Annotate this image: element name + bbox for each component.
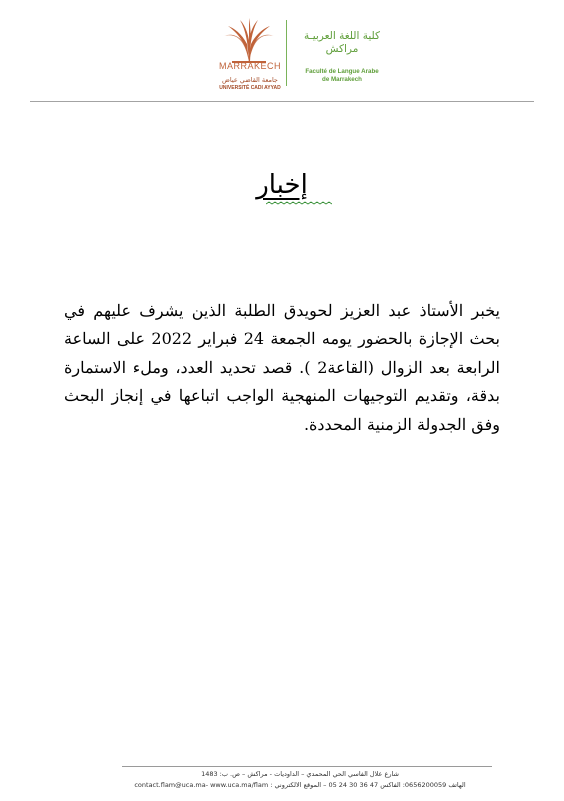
header-rule bbox=[30, 101, 534, 102]
faculty-fr-line2: de Marrakech bbox=[322, 76, 362, 83]
footer-contact: الهاتف 0656200059: الفاكس 47 36 30 24 05 – الموقع الالكتروني : contact.flam@uca.ma- www.uca.ma/flam bbox=[134, 781, 466, 789]
logo-university-ar: جامعة القاضي عياض bbox=[222, 76, 278, 84]
footer-address: شارع علال الفاسي الحي المحمدي – الداوديات - مراكش – ص. ب: 1483 bbox=[201, 770, 399, 778]
announcement-body: يخبر الأستاذ عبد العزيز لحويدق الطلبة الذين يشرف عليهم في بحث الإجازة بالحضور يومه الجمعة 24 فبراير 2022 على الساعة الرابعة بعد الزوال (القاعة2 ). قصد تحديد العدد، وملء الاستمارة بدقة، وتقديم التوجيهات المنهجية الواجب اتباعها في إنجاز البحث وفق الجدولة الزمنية المحددة. bbox=[64, 301, 501, 434]
palm-logo-icon bbox=[220, 18, 278, 64]
faculty-fr-line1: Faculté de Langue Arabe bbox=[305, 68, 379, 75]
page-title bbox=[0, 170, 564, 200]
letterhead bbox=[0, 14, 564, 104]
university-logo bbox=[218, 14, 282, 102]
logo-university-fr: UNIVERSITÉ CADI AYYAD bbox=[219, 85, 281, 91]
faculty-name-ar bbox=[292, 30, 392, 56]
faculty-ar-line2: مراكش bbox=[325, 43, 359, 55]
faculty-ar-line1: كلية اللغة العربيـة bbox=[303, 30, 380, 42]
title-text: إخبار bbox=[256, 170, 308, 200]
logo-wordmark: MARRAKECH bbox=[218, 61, 281, 71]
faculty-name-fr bbox=[290, 68, 394, 84]
spellcheck-underline bbox=[266, 201, 332, 206]
header-divider bbox=[286, 20, 287, 86]
footer-rule bbox=[122, 766, 492, 767]
